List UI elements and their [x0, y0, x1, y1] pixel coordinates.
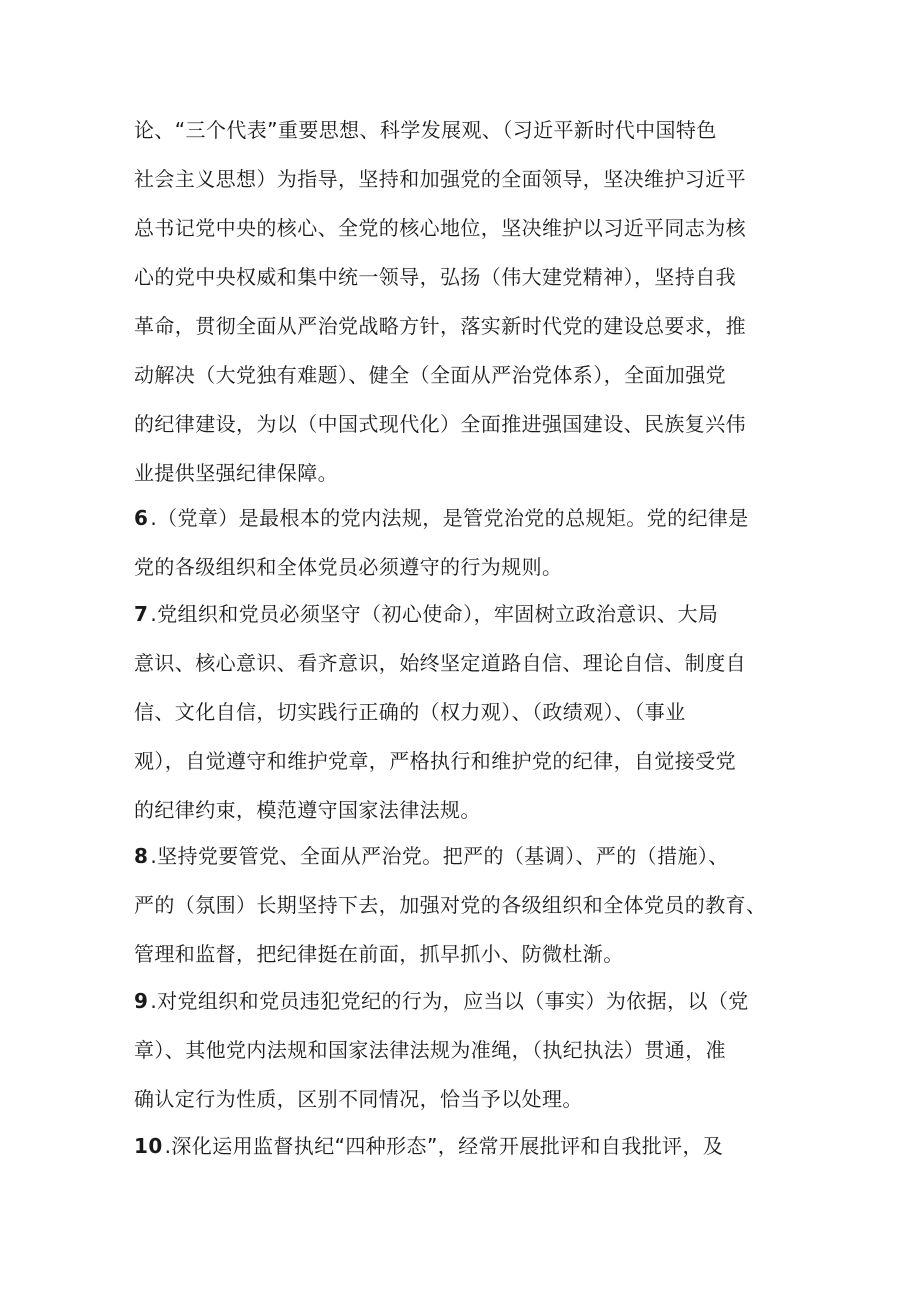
paragraph-line	[134, 494, 794, 543]
item-number: 7	[134, 602, 149, 626]
item-text: .坚持党要管党、全面从严治党。把严的（基调）、严的（措施）、	[150, 844, 729, 868]
paragraph-line	[134, 1122, 794, 1171]
paragraph-line: 总书记党中央的核心、全党的核心地位，坚决维护以习近平同志为核	[134, 216, 746, 240]
paragraph-line: 意识、核心意识、看齐意识，始终坚定道路自信、理论自信、制度自	[134, 651, 746, 675]
paragraph-line	[134, 832, 794, 881]
item-number: 9	[134, 989, 149, 1013]
item-number: 8	[134, 844, 149, 868]
paragraph-line: 论、“三个代表”重要思想、科学发展观、（习近平新时代中国特色	[134, 118, 717, 142]
paragraph-line: 心的党中央权威和集中统一领导，弘扬（伟大建党精神），坚持自我	[134, 265, 736, 289]
item-10	[134, 1122, 794, 1171]
intro-paragraph	[134, 106, 794, 498]
paragraph-line: 严的（氛围）长期坚持下去，加强对党的各级组织和全体党员的教育、	[134, 893, 767, 917]
paragraph-line: 革命，贯彻全面从严治党战略方针，落实新时代党的建设总要求，推	[134, 314, 746, 338]
paragraph-line: 章）、其他党内法规和国家法律法规为准绳，（执纪执法）贯通，准	[134, 1038, 726, 1062]
paragraph-line	[134, 977, 794, 1026]
paragraph-line: 观），自觉遵守和维护党章，严格执行和维护党的纪律，自觉接受党	[134, 749, 736, 773]
paragraph-line: 管理和监督，把纪律挺在前面，抓早抓小、防微杜渐。	[134, 942, 624, 966]
paragraph-line: 党的各级组织和全体党员必须遵守的行为规则。	[134, 555, 563, 579]
paragraph-line: 信、文化自信，切实践行正确的（权力观）、（政绩观）、（事业	[134, 700, 686, 724]
item-6	[134, 494, 794, 592]
paragraph-line: 社会主义思想）为指导，坚持和加强党的全面领导，坚决维护习近平	[134, 167, 746, 191]
item-8	[134, 832, 794, 979]
item-number: 6	[134, 506, 149, 530]
item-9	[134, 977, 794, 1124]
paragraph-line: 的纪律约束，模范遵守国家法律法规。	[134, 798, 481, 822]
paragraph-line: 确认定行为性质，区别不同情况，恰当予以处理。	[134, 1087, 583, 1111]
item-7	[134, 590, 794, 835]
item-text: .党组织和党员必须坚守（初心使命），牢固树立政治意识、大局	[150, 602, 719, 626]
item-number: 10	[134, 1134, 163, 1158]
paragraph-line: 动解决（大党独有难题）、健全（全面从严治党体系），全面加强党	[134, 363, 726, 387]
paragraph-line: 的纪律建设，为以（中国式现代化）全面推进强国建设、民族复兴伟	[134, 412, 746, 436]
item-text: .对党组织和党员违犯党纪的行为，应当以（事实）为依据，以（党	[150, 989, 749, 1013]
paragraph-line	[134, 590, 794, 639]
item-text: .深化运用监督执纪“四种形态”，经常开展批评和自我批评，及	[164, 1134, 724, 1158]
paragraph-line: 业提供坚强纪律保障。	[134, 461, 338, 485]
item-text: .（党章）是最根本的党内法规，是管党治党的总规矩。党的纪律是	[150, 506, 749, 530]
